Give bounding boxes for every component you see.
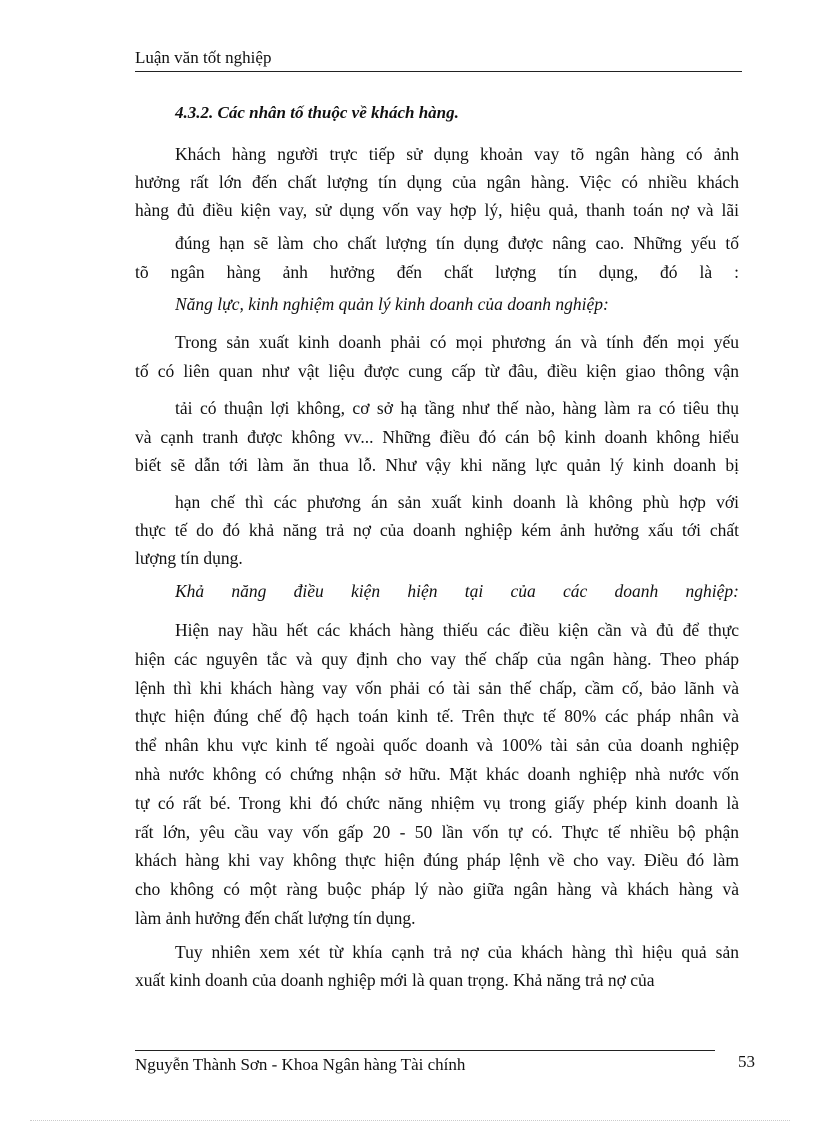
running-header: Luận văn tốt nghiệp: [135, 48, 272, 67]
body-line: thực hiện đúng chế độ hạch toán kinh tế. Trên thực tế 80% các pháp nhân và: [135, 706, 739, 726]
italic-subheading: Năng lực, kinh nghiệm quản lý kinh doanh của doanh nghiệp:: [175, 294, 609, 314]
italic-subheading: Khả năng điều kiện hiện tại của các doanh nghiệp:: [175, 581, 739, 601]
body-line: lệnh thì khi khách hàng vay vốn phải có tài sản thế chấp, cầm cố, bảo lãnh và: [135, 678, 739, 698]
page-number: 53: [738, 1052, 755, 1071]
body-line: hạn chế thì các phương án sản xuất kinh doanh là không phù hợp với: [175, 492, 739, 512]
body-line: hàng đủ điều kiện vay, sử dụng vốn vay hợp lý, hiệu quả, thanh toán nợ và lãi: [135, 200, 739, 220]
body-line: Trong sản xuất kinh doanh phải có mọi phương án và tính đến mọi yếu: [175, 332, 739, 352]
body-line: tự có rất bé. Trong khi đó chức năng nhiệm vụ trong giấy phép kinh doanh là: [135, 793, 739, 813]
body-line: đúng hạn sẽ làm cho chất lượng tín dụng được nâng cao. Những yếu tố: [175, 233, 739, 253]
body-line: hưởng rất lớn đến chất lượng tín dụng của ngân hàng. Việc có nhiều khách: [135, 172, 739, 192]
body-line: hiện các nguyên tắc và quy định cho vay thế chấp của ngân hàng. Theo pháp: [135, 649, 739, 669]
footer-divider: [135, 1050, 715, 1051]
body-line: Hiện nay hầu hết các khách hàng thiếu các điều kiện cần và đủ để thực: [175, 620, 739, 640]
body-line: khách hàng khi vay không thực hiện đúng pháp lệnh về cho vay. Điều đó làm: [135, 850, 739, 870]
body-line: biết sẽ dẫn tới làm ăn thua lỗ. Như vậy khi năng lực quản lý kinh doanh bị: [135, 455, 739, 475]
section-heading: 4.3.2. Các nhân tố thuộc về khách hàng.: [175, 103, 459, 122]
body-line: cho không có một ràng buộc pháp lý nào giữa ngân hàng và khách hàng và: [135, 879, 739, 899]
body-line: thể nhân khu vực kinh tế ngoài quốc doanh và 100% tài sản của doanh nghiệp: [135, 735, 739, 755]
body-line: và cạnh tranh được không vv... Những điều đó cán bộ kinh doanh không hiểu: [135, 427, 739, 447]
body-line: thực tế do đó khả năng trả nợ của doanh nghiệp kém ảnh hưởng xấu tới chất: [135, 520, 739, 540]
header-divider: [135, 71, 742, 72]
body-line: xuất kinh doanh của doanh nghiệp mới là quan trọng. Khả năng trả nợ của: [135, 970, 655, 990]
page-edge-divider: [30, 1120, 790, 1121]
body-line: Tuy nhiên xem xét từ khía cạnh trả nợ của khách hàng thì hiệu quả sản: [175, 942, 739, 962]
body-line: rất lớn, yêu cầu vay vốn gấp 20 - 50 lần vốn tự có. Thực tế nhiều bộ phận: [135, 822, 739, 842]
body-line: làm ảnh hưởng đến chất lượng tín dụng.: [135, 908, 416, 928]
body-line: tõ ngân hàng ảnh hưởng đến chất lượng tín dụng, đó là :: [135, 262, 739, 282]
body-line: Khách hàng người trực tiếp sử dụng khoản vay tõ ngân hàng có ảnh: [175, 144, 739, 164]
body-line: tải có thuận lợi không, cơ sở hạ tầng như thế nào, hàng làm ra có tiêu thụ: [175, 398, 739, 418]
body-line: tố có liên quan như vật liệu được cung cấp từ đâu, điều kiện giao thông vận: [135, 361, 739, 381]
footer-author: Nguyễn Thành Sơn - Khoa Ngân hàng Tài chính: [135, 1055, 466, 1074]
body-line: lượng tín dụng.: [135, 548, 243, 568]
body-line: nhà nước không có chứng nhận sở hữu. Mặt khác doanh nghiệp nhà nước vốn: [135, 764, 739, 784]
